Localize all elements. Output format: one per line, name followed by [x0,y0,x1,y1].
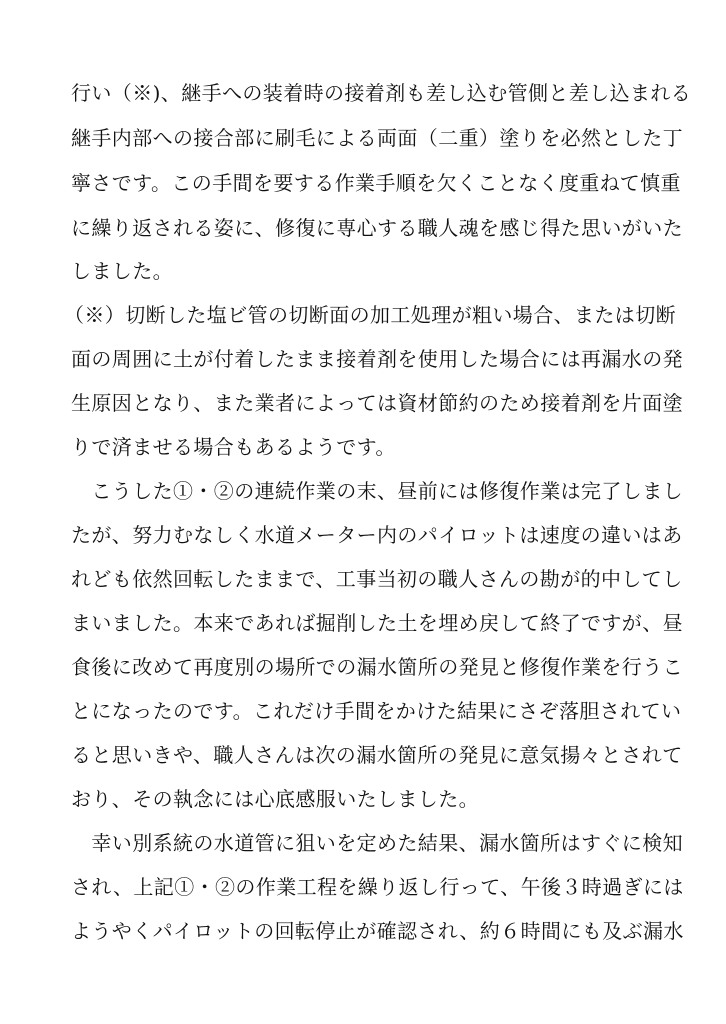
text-line: とになったのです。これだけ手間をかけた結果にさぞ落胆されてい [71,699,682,723]
text-line: され、上記①・②の作業工程を繰り返し行って、午後３時過ぎには [71,875,684,899]
text-line: ると思いきや、職人さんは次の漏水箇所の発見に意気揚々とされて [71,743,683,767]
footnote-line: （※）切断した塩ビ管の切断面の加工処理が粗い場合、または切断 [64,303,676,327]
text-line: に繰り返される姿に、修復に専心する職人魂を感じ得た思いがいた [71,216,683,240]
text-line: 幸い別系統の水道管に狙いを定めた結果、漏水箇所はすぐに検知 [71,831,683,855]
text-line: 食後に改めて再度別の場所での漏水箇所の発見と修復作業を行うこ [71,655,683,679]
text-line: おり、その執念には心底感服いたしました。 [71,787,479,811]
text-line: れども依然回転したままで、工事当初の職人さんの勘が的中してし [71,567,683,591]
text-line: こうした①・②の連続作業の末、昼前には修復作業は完了しまし [71,479,683,503]
text-line: たが、努力むなしく水道メーター内のパイロットは速度の違いはあ [71,523,683,547]
text-line: まいました。本来であれば掘削した土を埋め戻して終了ですが、昼 [71,611,683,635]
footnote-line: りで済ませる場合もあるようです。 [71,435,396,459]
text-line: ようやくパイロットの回転停止が確認され、約６時間にも及ぶ漏水 [71,919,684,943]
text-line: 継手内部への接合部に刷毛による両面（二重）塗りを必然とした丁 [71,126,683,150]
text-line: 寧さです。この手間を要する作業手順を欠くことなく度重ねて慎重 [71,171,681,195]
text-line: しました。 [71,259,173,283]
text-line: 行い（※)、継手への装着時の接着剤も差し込む管側と差し込まれる [71,81,692,105]
footnote-line: 生原因となり、また業者によっては資材節約のため接着剤を片面塗 [71,391,683,415]
footnote-line: 面の周囲に土が付着したまま接着剤を使用した場合には再漏水の発 [71,347,683,371]
